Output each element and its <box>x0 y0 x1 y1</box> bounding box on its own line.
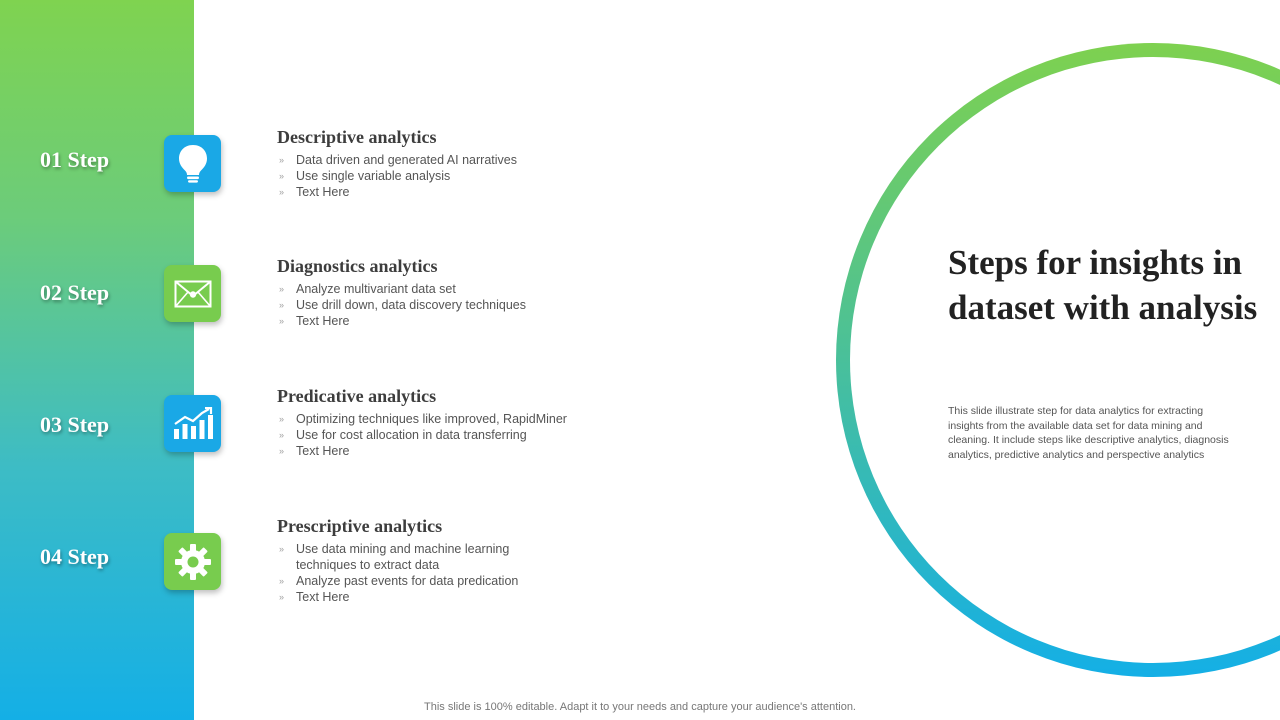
bullet-item: » Text Here <box>277 184 697 200</box>
bullet-list <box>277 281 697 329</box>
slide-description: This slide illustrate step for data analytics for extracting insights from the available data set for data mining and cleaning. It include steps like descriptive analytics, diagnosis analytics, predictive analytics and perspective analytics <box>948 405 1229 461</box>
bullet-item: » Data driven and generated AI narratives <box>277 152 697 168</box>
step-block-2 <box>277 255 697 329</box>
bullet-item: » Text Here <box>277 589 697 605</box>
block-title: Descriptive analytics <box>277 127 437 147</box>
lightbulb-icon <box>164 135 221 192</box>
block-title: Predicative analytics <box>277 386 437 406</box>
bullet-item: » Use drill down, data discovery techniques <box>277 297 697 313</box>
step-block-1 <box>277 126 697 200</box>
step-label-3: 03 Step <box>40 412 110 437</box>
bullet-item: » Use data mining and machine learning techniques to extract data <box>277 541 536 573</box>
gear-icon <box>164 533 221 590</box>
bullet-list <box>277 541 697 605</box>
bar-chart-icon <box>164 395 221 452</box>
footer-note: This slide is 100% editable. Adapt it to your needs and capture your audience's attention. <box>424 701 856 713</box>
step-block-4 <box>277 515 697 605</box>
step-label-2: 02 Step <box>40 280 110 305</box>
left-gradient-band <box>0 0 194 720</box>
slide-title: Steps for insights in dataset with analysis <box>948 243 1258 327</box>
bullet-list <box>277 152 697 200</box>
bullet-item: » Analyze past events for data predication <box>277 573 697 589</box>
bullet-item: » Analyze multivariant data set <box>277 281 697 297</box>
step-label-4: 04 Step <box>40 544 110 569</box>
block-title: Diagnostics analytics <box>277 256 438 276</box>
bullet-item: » Use for cost allocation in data transferring <box>277 427 697 443</box>
step-label-1: 01 Step <box>40 147 110 172</box>
bullet-item: » Use single variable analysis <box>277 168 697 184</box>
bullet-item: » Text Here <box>277 313 697 329</box>
bullet-item: » Optimizing techniques like improved, RapidMiner <box>277 411 697 427</box>
bullet-item: » Text Here <box>277 443 697 459</box>
bullet-list <box>277 411 697 459</box>
gradient-ring <box>836 43 1280 677</box>
block-title: Prescriptive analytics <box>277 516 443 536</box>
step-block-3 <box>277 385 697 459</box>
envelope-icon <box>164 265 221 322</box>
